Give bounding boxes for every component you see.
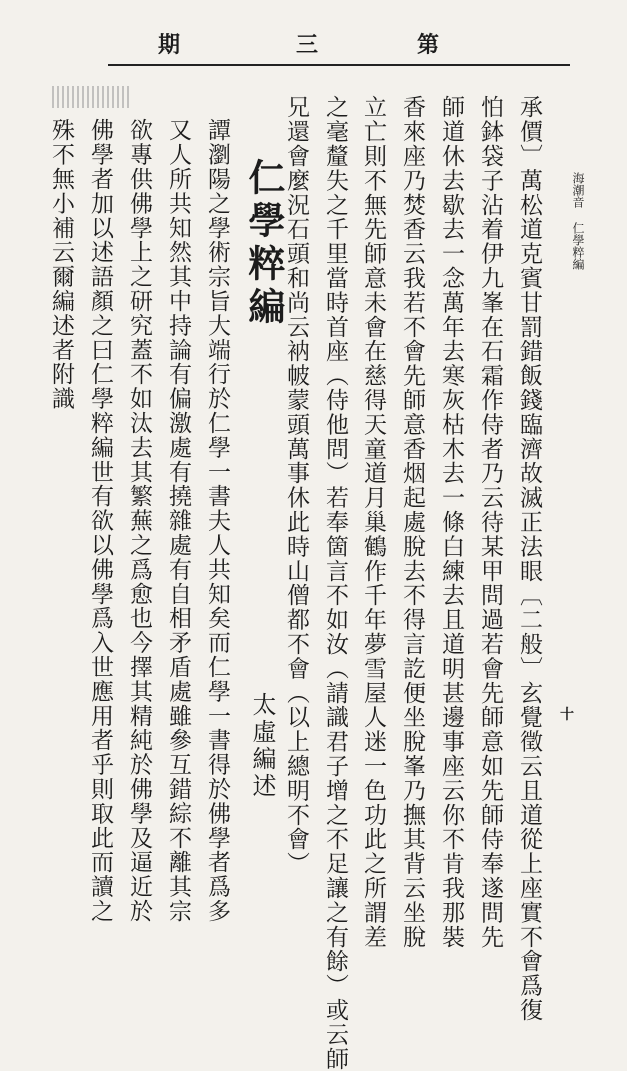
header-left-char: 期: [158, 32, 181, 58]
section-title: 仁學粹編: [242, 158, 286, 330]
text-column-3: 師道休去歇去一念萬年去寒灰枯木去一條白練去且道明甚邊事座云你不肯我那裝: [438, 95, 464, 949]
text-column-4: 香來座乃焚香云我若不會先師意香烟起處脫去不得言訖便坐脫峯乃撫其背云坐脫: [399, 95, 425, 949]
text-column-2: 怕鉢袋子沾着伊九峯在石霜作侍者乃云待某甲問過若會先師意如先師侍奉遂問先: [477, 95, 503, 949]
text-column-6: 之毫釐失之千里當時首座（侍他問）若奉箇言不如汝（請識君子增之不足讓之有餘）或云師: [322, 95, 348, 1071]
text-column-1: 承價〕萬松道克賓甘罰錯飯錢臨濟故滅正法眼〔二般〕玄覺徵云且道從上座實不會爲復: [516, 95, 542, 1023]
section-author: 太虛編述: [248, 692, 276, 800]
side-label: 海潮音 仁學粹編: [571, 172, 585, 270]
header-middle-char: 三: [296, 32, 319, 58]
text-column-10: 欲專供佛學上之研究蓋不如汰去其繁蕪之爲愈也今擇其精純於佛學及逼近於: [126, 118, 152, 924]
header-right-char: 第: [417, 32, 440, 58]
text-column-7: 兄還會麼況石頭和尚云衲帔蒙頭萬事休此時山僧都不會（以上總明不會）: [283, 95, 309, 876]
text-column-12: 殊不無小補云爾編述者附識: [48, 118, 74, 411]
page-number: 十: [560, 707, 574, 723]
print-smudge: [52, 86, 132, 108]
text-column-9: 又人所共知然其中持論有偏激處有撓雜處有自相矛盾處雖參互錯綜不離其宗: [165, 118, 191, 924]
text-column-5: 立亡則不無先師意未會在慈得天童道月巢鶴作千年夢雪屋人迷一色功此之所謂差: [360, 95, 386, 949]
header-rule: [108, 64, 570, 66]
text-column-11: 佛學者加以述語顏之曰仁學粹編世有欲以佛學爲入世應用者乎則取此而讀之: [87, 118, 113, 924]
text-column-8: 譚瀏陽之學術宗旨大端行於仁學一書夫人共知矣而仁學一書得於佛學者爲多: [204, 118, 230, 924]
